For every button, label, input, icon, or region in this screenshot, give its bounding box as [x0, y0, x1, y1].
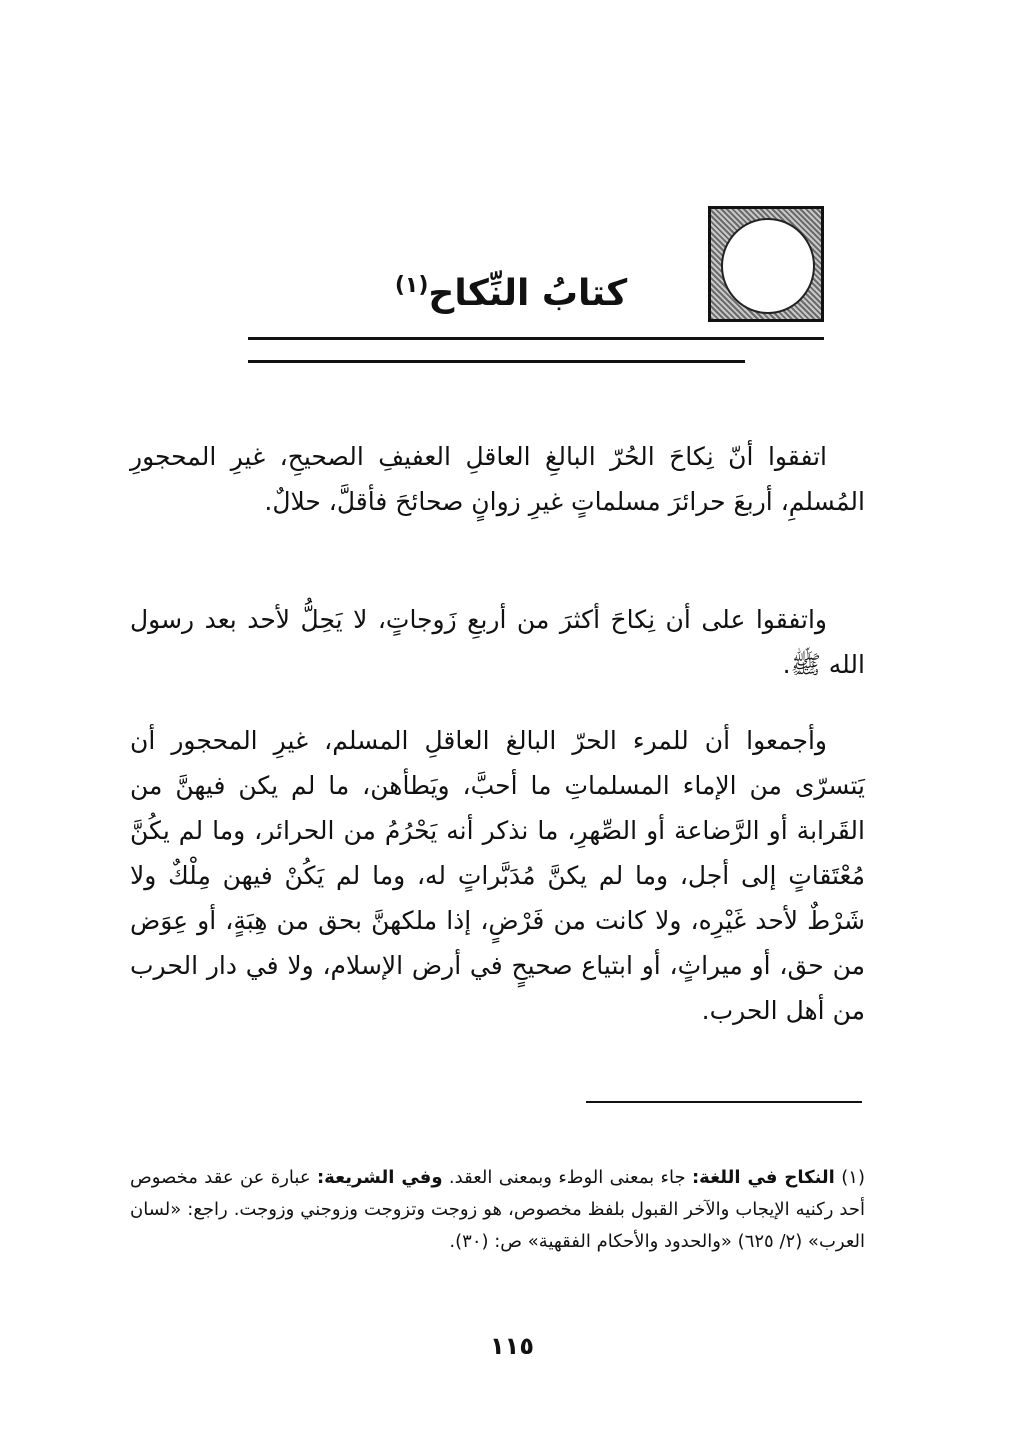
chapter-footnote-marker: (١): [394, 273, 429, 298]
paragraph-1-text: اتفقوا أنّ نِكاحَ الحُرّ البالغِ العاقلِ العفيفِ الصحيحِ، غيرِ المحجورِ المُسلمِ، أربعَ حرائرَ مسلماتٍ غيرِ زوانٍ صحائحَ فأقلَّ، حلالٌ.: [130, 442, 865, 516]
chapter-title: [330, 262, 692, 318]
title-rule-bottom: [248, 360, 745, 363]
footnote: [130, 1162, 865, 1258]
chapter-emblem-icon: [708, 206, 824, 322]
paragraph-1: [130, 434, 865, 524]
paragraph-3-text: وأجمعوا أن للمرء الحرّ البالغ العاقلِ المسلم، غيرِ المحجور أن يَتسرّى من الإماء المسلماتِ ما أحبَّ، ويَطأهن، ما لم يكن فيهنَّ من القَرابة أو الرَّضاعة أو الصِّهرِ، ما نذكر أنه يَحْرُمُ من الحرائر، وما لم يكُنَّ مُعْتَقاتٍ إلى أجل، وما لم يكنَّ مُدَبَّراتٍ له، وما لم يَكُنْ فيهن مِلْكٌ ولا شَرْطٌ لأحد غَيْرِه، ولا كانت من فَرْضٍ، إذا ملكهنَّ بحق من هِبَةٍ، أو عِوَض من حق، أو ميراثٍ، أو ابتياع صحيحٍ في أرض الإسلام، ولا في دار الحرب من أهل الحرب.: [130, 726, 865, 1025]
chapter-title-text: كتابُ النِّكاح: [428, 273, 628, 314]
footnote-marker: (١): [841, 1167, 865, 1188]
footnote-term-sharia: وفي الشريعة:: [316, 1167, 443, 1188]
page-number: ١١٥: [490, 1332, 534, 1360]
footnote-text-language: جاء بمعنى الوطء وبمعنى العقد.: [448, 1167, 686, 1188]
paragraph-2: [130, 597, 865, 687]
footnote-term-language: النكاح في اللغة:: [691, 1167, 835, 1188]
title-rule-top: [248, 337, 824, 340]
emblem-circle: [721, 218, 815, 314]
paragraph-2-text: واتفقوا على أن نِكاحَ أكثرَ من أربعِ زَوجاتٍ، لا يَحِلُّ لأحد بعد رسول الله ﷺ.: [130, 605, 865, 679]
footnote-separator: [586, 1101, 862, 1103]
footnote-text-sharia: عبارة عن عقد مخصوص أحد ركنيه الإيجاب والآخر القبول بلفظ مخصوص، هو زوجت وتزوجت وزوجني وزوجت. راجع: «لسان العرب» (٢/ ٦٢٥) «والحدود والأحكام الفقهية» ص: (٣٠).: [130, 1167, 865, 1252]
paragraph-3: [130, 718, 865, 1033]
